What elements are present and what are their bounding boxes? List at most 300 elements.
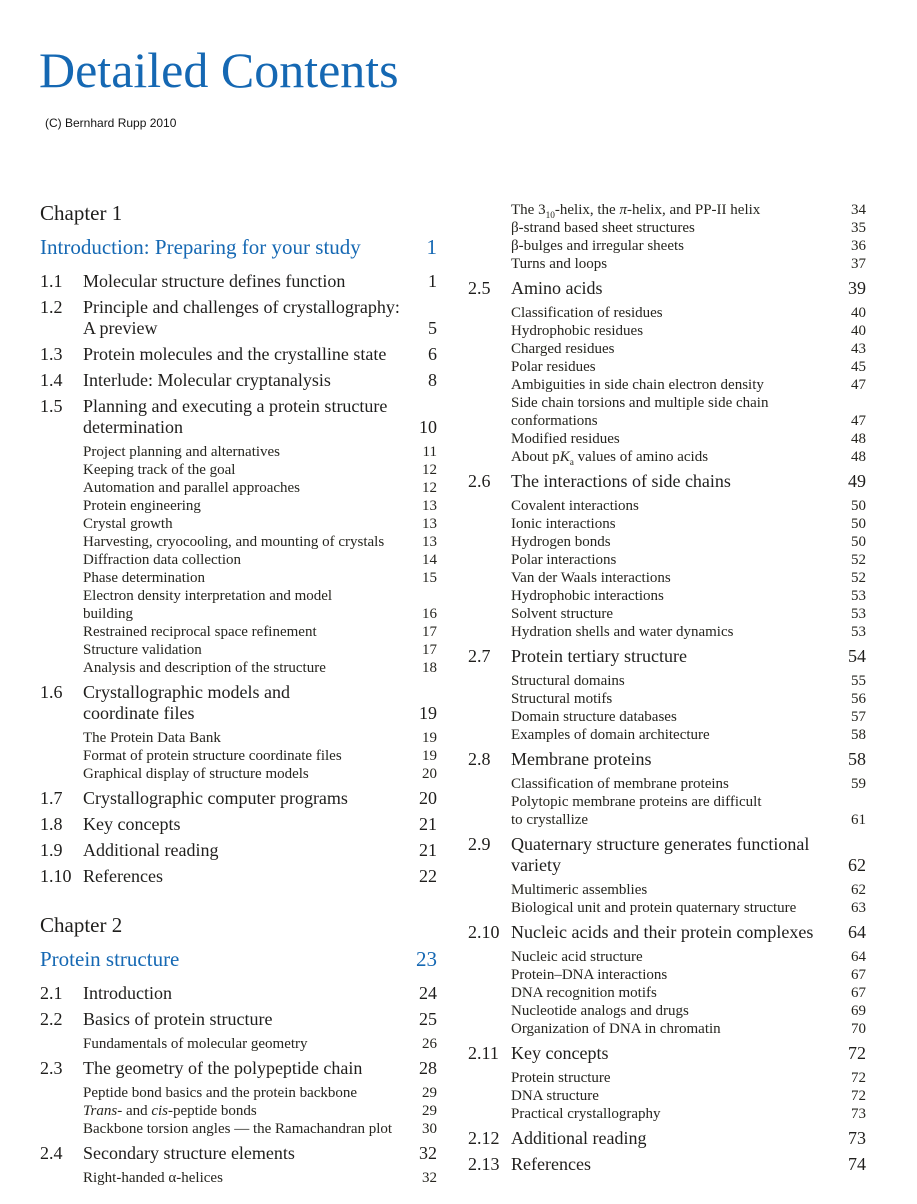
toc-entry-line: Keeping track of the goal	[83, 462, 236, 478]
toc-entry-number	[40, 533, 83, 551]
toc-entry	[468, 1128, 866, 1149]
toc-entry-line: Protein tertiary structure	[511, 646, 687, 666]
toc-entry-page: 12	[422, 462, 437, 478]
toc-subentry	[468, 672, 866, 690]
toc-entry-number	[468, 1087, 511, 1105]
toc-entry-number: 2.4	[40, 1143, 63, 1163]
toc-entry-number	[468, 322, 511, 340]
toc-entry-line: Nucleotide analogs and drugs	[511, 1003, 689, 1019]
toc-entry-title	[511, 587, 838, 605]
toc-entry-number	[468, 219, 511, 237]
toc-entry-page: 73	[851, 1106, 866, 1122]
toc-entry-title	[40, 235, 409, 260]
toc-entry-title	[511, 304, 838, 322]
toc-entry	[40, 866, 437, 887]
toc-entry-line: Hydrogen bonds	[511, 534, 611, 550]
toc-entry-line: Turns and loops	[511, 256, 608, 272]
toc-entry-number	[468, 726, 511, 744]
toc-entry-line: Ionic interactions	[511, 516, 616, 532]
toc-entry-line: Protein structure	[40, 947, 180, 971]
toc-subentry	[468, 430, 866, 448]
toc-entry-line: Planning and executing a protein structure	[83, 396, 388, 416]
toc-entry-number	[468, 237, 511, 255]
toc-entry-page: 47	[851, 413, 866, 429]
toc-entry-line: Molecular structure defines function	[83, 271, 346, 291]
toc-entry-title	[83, 983, 409, 1004]
toc-entry-line: Electron density interpretation and model	[83, 588, 333, 604]
toc-entry-line: Solvent structure	[511, 606, 614, 622]
toc-entry-line: Hydrophobic interactions	[511, 588, 664, 604]
toc-entry-page: 43	[851, 341, 866, 357]
toc-subentry	[468, 793, 866, 829]
toc-entry-line: DNA recognition motifs	[511, 985, 657, 1001]
toc-entry-number: 1.7	[40, 788, 63, 808]
toc-entry-number	[468, 1020, 511, 1038]
toc-entry-number	[468, 569, 511, 587]
toc-subentry	[40, 1169, 437, 1187]
toc-entry-page: 10	[419, 417, 437, 437]
toc-entry-page: 52	[851, 552, 866, 568]
toc-entry-title	[511, 497, 838, 515]
toc-entry-line: Quaternary structure generates functional	[511, 834, 810, 854]
toc-entry-title	[511, 430, 838, 448]
toc-entry-line: Membrane proteins	[511, 749, 652, 769]
toc-subentry	[468, 237, 866, 255]
toc-entry-line: Nucleic acids and their protein complexes	[511, 922, 814, 942]
toc-entry-page: 70	[851, 1021, 866, 1037]
toc-subentry	[468, 690, 866, 708]
chapter-title-row	[40, 235, 437, 260]
toc-entry-title	[511, 948, 838, 966]
toc-entry-line: Interlude: Molecular cryptanalysis	[83, 370, 331, 390]
toc-entry-page: 50	[851, 516, 866, 532]
toc-entry-page: 16	[422, 606, 437, 622]
toc-entry-title	[511, 201, 838, 219]
toc-entry-title	[511, 569, 838, 587]
toc-subentry	[40, 623, 437, 641]
toc-subentry	[468, 201, 866, 219]
toc-entry-number: 2.13	[468, 1154, 500, 1174]
toc-entry	[40, 1058, 437, 1079]
toc-subentry	[468, 605, 866, 623]
toc-subentry	[40, 479, 437, 497]
toc-entry-page: 36	[851, 238, 866, 254]
toc-entry-number: 2.5	[468, 278, 491, 298]
toc-subentry	[468, 322, 866, 340]
toc-entry-number	[468, 690, 511, 708]
toc-entry-line: Modified residues	[511, 431, 620, 447]
toc-entry-line: variety	[511, 855, 561, 875]
toc-entry-number	[40, 659, 83, 677]
toc-entry-page: 48	[851, 449, 866, 465]
toc-entry-page: 14	[422, 552, 437, 568]
toc-entry-number: 2.10	[468, 922, 500, 942]
toc-entry-line: Ambiguities in side chain electron density	[511, 377, 764, 393]
toc-entry-line: Organization of DNA in chromatin	[511, 1021, 721, 1037]
toc-entry-line: Diffraction data collection	[83, 552, 241, 568]
toc-entry-title	[83, 1143, 409, 1164]
toc-column-right	[468, 201, 866, 1187]
toc-entry-title	[511, 237, 838, 255]
toc-entry-title	[511, 899, 838, 917]
toc-entry-line: Biological unit and protein quaternary structure	[511, 900, 797, 916]
toc-entry-page: 15	[422, 570, 437, 586]
toc-entry-number	[468, 201, 511, 219]
toc-entry-title	[511, 966, 838, 984]
toc-entry-page: 72	[851, 1088, 866, 1104]
toc-entry-page: 52	[851, 570, 866, 586]
toc-entry-page: 62	[848, 855, 866, 875]
toc-entry-line: Crystallographic models and	[83, 682, 290, 702]
toc-entry-number	[468, 605, 511, 623]
toc-entry-title	[511, 984, 838, 1002]
toc-entry-page: 19	[422, 730, 437, 746]
toc-entry-line: Analysis and description of the structure	[83, 660, 326, 676]
toc-entry-line: Harvesting, cryocooling, and mounting of crystals	[83, 534, 385, 550]
toc-entry-page: 64	[848, 922, 866, 942]
toc-entry	[468, 471, 866, 492]
toc-entry-line: References	[83, 866, 163, 886]
toc-subentry	[468, 708, 866, 726]
toc-entry-line: Protein engineering	[83, 498, 201, 514]
toc-entry-page: 40	[851, 305, 866, 321]
toc-entry-page: 12	[422, 480, 437, 496]
toc-entry-page: 1	[428, 271, 437, 291]
toc-entry-title	[83, 370, 409, 391]
toc-subentry	[468, 881, 866, 899]
toc-entry-title	[83, 479, 409, 497]
toc-entry-line: Charged residues	[511, 341, 615, 357]
toc-entry-line: Structure validation	[83, 642, 202, 658]
toc-subentry	[468, 551, 866, 569]
toc-entry-title	[511, 690, 838, 708]
toc-entry-page: 21	[419, 814, 437, 834]
toc-subentry	[468, 587, 866, 605]
toc-subentry	[40, 533, 437, 551]
toc-subentry	[468, 966, 866, 984]
toc-entry-line: Covalent interactions	[511, 498, 639, 514]
toc-entry-title	[511, 726, 838, 744]
toc-entry-page: 20	[419, 788, 437, 808]
toc-entry-page: 32	[419, 1143, 437, 1163]
toc-entry-line: to crystallize	[511, 812, 589, 828]
toc-entry-number: 1.5	[40, 396, 63, 416]
toc-columns	[40, 201, 866, 1187]
toc-column-left	[40, 201, 437, 1187]
toc-entry-line: Fundamentals of molecular geometry	[83, 1036, 308, 1052]
toc-entry-line: Crystallographic computer programs	[83, 788, 348, 808]
toc-entry-title	[83, 1035, 409, 1053]
toc-entry-title	[83, 814, 409, 835]
toc-entry-number	[40, 497, 83, 515]
toc-entry-line: Protein molecules and the crystalline state	[83, 344, 387, 364]
toc-entry-title	[511, 605, 838, 623]
toc-entry-line: Automation and parallel approaches	[83, 480, 301, 496]
toc-subentry	[40, 515, 437, 533]
toc-entry-title	[511, 255, 838, 273]
toc-entry-title	[511, 1087, 838, 1105]
toc-entry-title	[511, 358, 838, 376]
toc-subentry	[468, 984, 866, 1002]
toc-entry-page: 49	[848, 471, 866, 491]
toc-entry-title	[511, 219, 838, 237]
toc-entry-line: Protein structure	[511, 1070, 611, 1086]
toc-subentry	[40, 1102, 437, 1120]
toc-subentry	[468, 1105, 866, 1123]
toc-subentry	[40, 729, 437, 747]
toc-entry-number	[468, 881, 511, 899]
toc-entry-page: 72	[851, 1070, 866, 1086]
toc-entry	[468, 278, 866, 299]
toc-entry	[468, 1043, 866, 1064]
toc-entry-line: References	[511, 1154, 591, 1174]
toc-entry-title	[511, 775, 838, 793]
toc-entry-title	[511, 278, 838, 299]
toc-entry-number	[468, 587, 511, 605]
toc-entry-number	[468, 672, 511, 690]
toc-entry-line: Hydrophobic residues	[511, 323, 644, 339]
toc-subentry	[40, 641, 437, 659]
toc-subentry	[468, 255, 866, 273]
toc-entry-number	[40, 641, 83, 659]
toc-entry-number	[468, 340, 511, 358]
toc-entry-page: 13	[422, 498, 437, 514]
toc-entry-line: DNA structure	[511, 1088, 599, 1104]
toc-subentry	[40, 587, 437, 623]
toc-entry-title	[83, 866, 409, 887]
toc-subentry	[40, 1120, 437, 1138]
toc-entry-line: Domain structure databases	[511, 709, 677, 725]
toc-entry-title	[511, 1069, 838, 1087]
toc-entry-title	[83, 682, 409, 724]
toc-entry-number	[468, 551, 511, 569]
toc-entry-title	[83, 443, 409, 461]
toc-entry-title	[83, 1058, 409, 1079]
toc-entry-line: A preview	[83, 318, 158, 338]
toc-entry-page: 11	[422, 444, 437, 460]
toc-entry-line: Additional reading	[83, 840, 219, 860]
toc-entry-title	[511, 322, 838, 340]
toc-entry-title	[511, 881, 838, 899]
toc-entry	[40, 1143, 437, 1164]
toc-entry-number	[468, 358, 511, 376]
toc-entry-number: 2.3	[40, 1058, 63, 1078]
toc-subentry	[40, 569, 437, 587]
toc-subentry	[468, 899, 866, 917]
toc-entry-number	[40, 515, 83, 533]
toc-entry-number	[468, 708, 511, 726]
toc-entry-page: 20	[422, 766, 437, 782]
toc-subentry	[40, 551, 437, 569]
toc-subentry	[468, 376, 866, 394]
toc-subentry	[40, 497, 437, 515]
toc-entry-title	[83, 765, 409, 783]
toc-entry-line: Polar interactions	[511, 552, 617, 568]
toc-entry-line: determination	[83, 417, 183, 437]
toc-entry	[468, 1154, 866, 1175]
toc-entry-title	[83, 533, 409, 551]
toc-entry-page: 67	[851, 967, 866, 983]
toc-entry-title	[511, 922, 838, 943]
toc-entry-page: 53	[851, 588, 866, 604]
toc-entry	[468, 922, 866, 943]
toc-entry-line: Phase determination	[83, 570, 206, 586]
toc-entry-page: 59	[851, 776, 866, 792]
toc-entry-title	[83, 1102, 409, 1120]
toc-entry	[40, 271, 437, 292]
toc-subentry	[40, 659, 437, 677]
toc-entry-title	[83, 569, 409, 587]
toc-entry-number	[468, 966, 511, 984]
toc-entry-number	[40, 1084, 83, 1102]
toc-entry-line: Examples of domain architecture	[511, 727, 710, 743]
toc-entry-line: The Protein Data Bank	[83, 730, 221, 746]
toc-entry-number: 2.1	[40, 983, 63, 1003]
toc-entry-number	[40, 765, 83, 783]
toc-subentry	[40, 461, 437, 479]
toc-entry-page: 62	[851, 882, 866, 898]
toc-entry-number: 1.10	[40, 866, 72, 886]
toc-entry-title	[40, 947, 409, 972]
toc-entry-line: Structural motifs	[511, 691, 613, 707]
toc-subentry	[468, 340, 866, 358]
toc-entry-page: 13	[422, 534, 437, 550]
toc-entry-number	[40, 1102, 83, 1120]
toc-entry-page: 53	[851, 624, 866, 640]
toc-entry-page: 73	[848, 1128, 866, 1148]
toc-entry-number	[40, 1169, 83, 1187]
toc-entry-line: Key concepts	[511, 1043, 609, 1063]
toc-entry-page: 48	[851, 431, 866, 447]
toc-entry-page: 50	[851, 498, 866, 514]
toc-subentry	[468, 358, 866, 376]
toc-entry-line: Right-handed α-helices	[83, 1170, 223, 1186]
toc-entry-page: 64	[851, 949, 866, 965]
toc-entry-title	[83, 1084, 409, 1102]
toc-subentry	[468, 569, 866, 587]
toc-entry-number: 2.2	[40, 1009, 63, 1029]
toc-entry-title	[511, 394, 838, 430]
toc-entry	[40, 297, 437, 339]
toc-entry-page: 35	[851, 220, 866, 236]
toc-entry-page: 30	[422, 1121, 437, 1137]
toc-entry-number	[468, 394, 511, 430]
toc-entry-number	[40, 587, 83, 623]
toc-entry-line: conformations	[511, 413, 598, 429]
toc-entry-title	[83, 297, 409, 339]
toc-entry-title	[83, 641, 409, 659]
toc-entry-number	[468, 775, 511, 793]
toc-entry-number	[40, 569, 83, 587]
toc-entry-line: Side chain torsions and multiple side chain	[511, 395, 769, 411]
toc-entry-number	[468, 948, 511, 966]
toc-entry	[40, 788, 437, 809]
toc-entry-number	[468, 255, 511, 273]
toc-entry-title	[511, 1154, 838, 1175]
toc-entry-page: 55	[851, 673, 866, 689]
toc-entry-title	[511, 1002, 838, 1020]
toc-entry-title	[511, 376, 838, 394]
toc-entry-number	[40, 551, 83, 569]
toc-entry-title	[83, 344, 409, 365]
toc-subentry	[468, 497, 866, 515]
toc-entry-number: 1.3	[40, 344, 63, 364]
toc-entry-line: Classification of membrane proteins	[511, 776, 729, 792]
toc-entry-line: Protein–DNA interactions	[511, 967, 668, 983]
toc-entry-page: 67	[851, 985, 866, 1001]
toc-entry-title	[511, 646, 838, 667]
toc-entry-line: Introduction	[83, 983, 172, 1003]
toc-entry-number: 1.4	[40, 370, 63, 390]
toc-entry-page: 25	[419, 1009, 437, 1029]
toc-entry-page: 22	[419, 866, 437, 886]
toc-subentry	[40, 747, 437, 765]
toc-entry-number	[468, 376, 511, 394]
toc-entry-title	[83, 271, 409, 292]
toc-entry	[40, 396, 437, 438]
toc-entry-title	[511, 1105, 838, 1123]
toc-subentry	[468, 394, 866, 430]
toc-entry-title	[511, 515, 838, 533]
toc-entry-page: 19	[419, 703, 437, 723]
toc-entry-title	[511, 623, 838, 641]
toc-entry-page: 18	[422, 660, 437, 676]
toc-entry-line: Basics of protein structure	[83, 1009, 273, 1029]
toc-entry-page: 57	[851, 709, 866, 725]
toc-entry-page: 69	[851, 1003, 866, 1019]
toc-entry-title	[83, 515, 409, 533]
toc-entry-title	[511, 1043, 838, 1064]
chapter-heading	[40, 913, 437, 938]
toc-entry-number	[468, 448, 511, 466]
toc-entry-number	[468, 623, 511, 641]
toc-entry-title	[83, 1120, 409, 1138]
toc-entry-page: 13	[422, 516, 437, 532]
toc-entry-line: Multimeric assemblies	[511, 882, 648, 898]
toc-entry-page: 6	[428, 344, 437, 364]
toc-entry-number: 1.6	[40, 682, 63, 702]
toc-entry-line: Classification of residues	[511, 305, 663, 321]
toc-subentry	[468, 219, 866, 237]
toc-entry-page: 74	[848, 1154, 866, 1174]
toc-entry-line: Principle and challenges of crystallography:	[83, 297, 400, 317]
toc-entry-line: Practical crystallography	[511, 1106, 661, 1122]
toc-subentry	[40, 765, 437, 783]
toc-entry	[40, 814, 437, 835]
toc-entry-page: 23	[416, 947, 437, 971]
toc-entry-number	[40, 1035, 83, 1053]
toc-entry-title	[511, 551, 838, 569]
toc-entry-number: 2.6	[468, 471, 491, 491]
toc-entry-number	[468, 304, 511, 322]
toc-entry-number	[40, 461, 83, 479]
toc-entry-number: 1.1	[40, 271, 63, 291]
toc-entry-number: 1.9	[40, 840, 63, 860]
toc-entry-line: coordinate files	[83, 703, 195, 723]
toc-entry-line: The $3_{10}$-helix, the π-helix, and PP-II helix	[511, 202, 761, 221]
toc-entry-line: Structural domains	[511, 673, 625, 689]
toc-entry-page: 29	[422, 1085, 437, 1101]
toc-entry-title	[83, 840, 409, 861]
toc-entry-title	[83, 551, 409, 569]
toc-entry-line: Van der Waals interactions	[511, 570, 671, 586]
toc-entry-number	[468, 1105, 511, 1123]
toc-entry-line: Backbone torsion angles — the Ramachandran plot	[83, 1121, 393, 1137]
page-title: Detailed Contents	[39, 42, 399, 98]
toc-entry-page: 50	[851, 534, 866, 550]
toc-entry-title	[83, 396, 409, 438]
toc-entry-line: Additional reading	[511, 1128, 647, 1148]
